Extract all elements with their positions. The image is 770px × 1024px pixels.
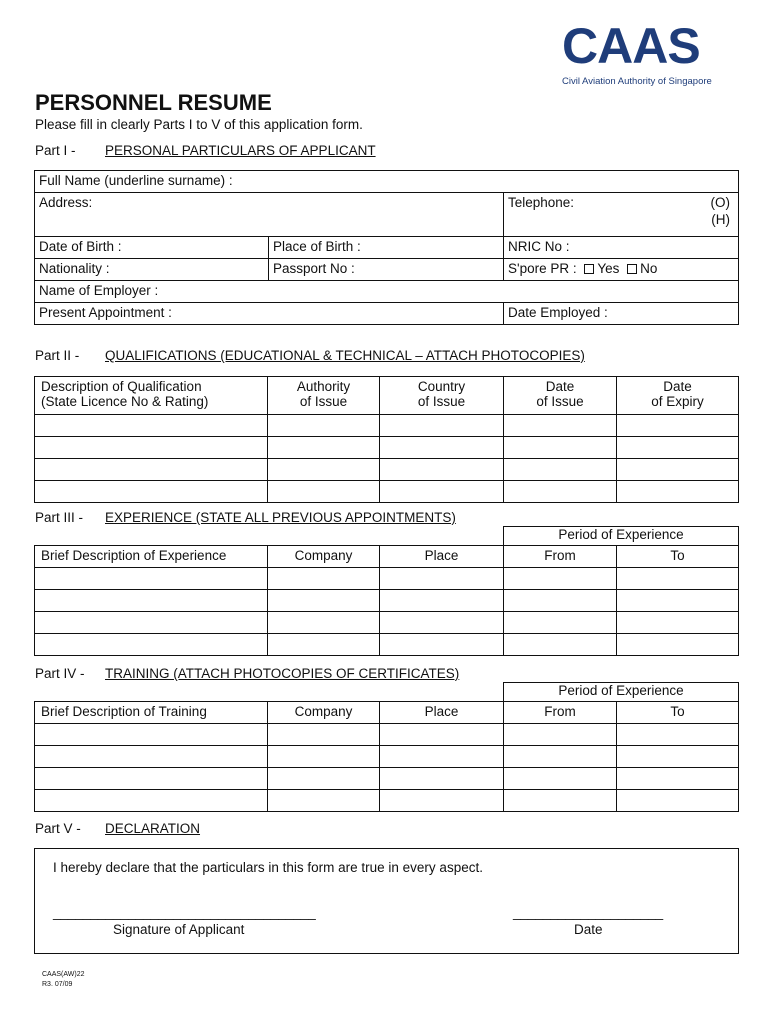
table-cell[interactable] [35,459,268,481]
table-cell[interactable] [380,437,504,459]
part3-table [34,545,739,656]
table-cell[interactable] [35,481,268,503]
table-cell[interactable] [35,612,268,634]
table-cell[interactable] [617,459,739,481]
table-cell[interactable] [380,568,504,590]
part2-heading: QUALIFICATIONS (EDUCATIONAL & TECHNICAL – ATTACH PHOTOCOPIES) [105,348,585,363]
appointment-field[interactable]: Present Appointment : [35,303,504,325]
table-cell[interactable] [617,768,739,790]
table-cell[interactable] [268,768,380,790]
date-expiry-header-line1: Date [663,379,692,394]
pob-field[interactable]: Place of Birth : [269,237,504,259]
table-cell[interactable] [380,768,504,790]
part2-table [34,376,739,503]
part1-label: Part I - [35,143,76,158]
table-cell[interactable] [504,590,617,612]
part4-heading: TRAINING (ATTACH PHOTOCOPIES OF CERTIFICATES) [105,666,460,681]
table-cell[interactable] [268,481,380,503]
table-cell[interactable] [35,724,268,746]
table-cell[interactable] [380,612,504,634]
table-cell[interactable] [35,415,268,437]
table-cell[interactable] [380,634,504,656]
date-expiry-header-line2: of Expiry [651,394,704,409]
table-cell[interactable] [504,724,617,746]
part4-label: Part IV - [35,666,85,681]
part3-period-label: Period of Experience [558,527,684,542]
employer-field[interactable]: Name of Employer : [35,281,739,303]
table-cell[interactable] [380,481,504,503]
table-cell[interactable] [268,459,380,481]
authority-header-line1: Authority [296,379,351,394]
address-field[interactable]: Address: [35,193,504,237]
logo-text: CAAS [562,18,700,74]
part5-heading: DECLARATION [105,821,201,836]
page-title: PERSONNEL RESUME [35,90,272,115]
table-cell[interactable] [380,724,504,746]
date-expiry-header [617,377,739,415]
telephone-label: Telephone: [508,195,575,210]
table-cell[interactable] [380,746,504,768]
caas-logo [562,18,737,87]
table-cell[interactable] [504,568,617,590]
footer-code: CAAS(AW)22 [42,971,85,978]
training-to-header: To [617,702,739,724]
yes-checkbox[interactable] [584,264,594,274]
table-cell[interactable] [35,746,268,768]
exp-from-header: From [504,546,617,568]
telephone-home-label: (H) [711,212,731,227]
part5-label: Part V - [35,821,81,836]
country-header-line2: of Issue [417,394,466,409]
date-label: Date [574,922,603,937]
table-cell[interactable] [617,790,739,812]
no-checkbox[interactable] [627,264,637,274]
training-company-header: Company [268,702,380,724]
table-cell[interactable] [617,612,739,634]
part1-heading: PERSONAL PARTICULARS OF APPLICANT [105,143,376,158]
training-desc-header: Brief Description of Training [35,702,268,724]
declaration-statement: I hereby declare that the particulars in this form are true in every aspect. [53,860,483,875]
part3-period-header [503,526,739,545]
table-cell[interactable] [35,590,268,612]
table-row [35,768,739,790]
table-row [35,415,739,437]
qual-desc-header-line2: (State Licence No & Rating) [41,394,209,409]
table-row [35,612,739,634]
signature-label: Signature of Applicant [113,922,245,937]
table-cell[interactable] [35,768,268,790]
yes-label: Yes [597,261,620,276]
authority-header [268,377,380,415]
table-row [35,459,739,481]
training-place-header: Place [380,702,504,724]
footer-revision: R3. 07/09 [42,981,73,988]
country-header [380,377,504,415]
spore-pr-label: S'pore PR : [508,261,577,276]
country-header-line1: Country [417,379,466,394]
table-cell[interactable] [380,415,504,437]
table-cell[interactable] [35,790,268,812]
table-cell[interactable] [617,481,739,503]
table-cell[interactable] [380,790,504,812]
declaration-box [34,848,739,954]
date-line[interactable]: ____________________ [513,905,664,920]
exp-place-header: Place [380,546,504,568]
no-label: No [640,261,658,276]
qual-desc-header-line1: Description of Qualification [41,379,202,394]
table-cell[interactable] [617,437,739,459]
table-cell[interactable] [617,415,739,437]
part4-table [34,701,739,812]
intro-text: Please fill in clearly Parts I to V of this application form. [35,117,363,132]
spore-pr-field [504,259,739,281]
exp-company-header: Company [268,546,380,568]
table-cell[interactable] [268,634,380,656]
part4-period-label: Period of Experience [558,683,684,698]
nationality-field[interactable]: Nationality : [35,259,269,281]
table-cell[interactable] [617,634,739,656]
table-row [35,724,739,746]
table-cell[interactable] [35,437,268,459]
part3-heading: EXPERIENCE (STATE ALL PREVIOUS APPOINTMENTS) [105,510,456,525]
signature-line[interactable]: ___________________________________ [53,905,316,920]
table-cell[interactable] [35,568,268,590]
table-cell[interactable] [504,790,617,812]
table-cell[interactable] [504,481,617,503]
table-row [35,634,739,656]
table-row [35,568,739,590]
part2-label: Part II - [35,348,80,363]
table-cell[interactable] [504,768,617,790]
table-cell[interactable] [504,459,617,481]
table-cell[interactable] [268,724,380,746]
table-cell[interactable] [268,590,380,612]
logo-subtitle: Civil Aviation Authority of Singapore [562,76,712,87]
table-cell[interactable] [504,437,617,459]
date-issue-header-line1: Date [545,379,575,394]
table-row [35,481,739,503]
part3-label: Part III - [35,510,84,525]
full-name-field[interactable]: Full Name (underline surname) : [35,171,739,193]
date-employed-field[interactable]: Date Employed : [504,303,739,325]
part1-table [34,170,739,325]
table-cell[interactable] [268,437,380,459]
passport-field[interactable]: Passport No : [269,259,504,281]
telephone-field[interactable] [504,193,739,237]
exp-desc-header: Brief Description of Experience [35,546,268,568]
training-from-header: From [504,702,617,724]
table-cell[interactable] [268,415,380,437]
dob-field[interactable]: Date of Birth : [35,237,269,259]
table-cell[interactable] [504,634,617,656]
table-cell[interactable] [617,568,739,590]
table-cell[interactable] [268,568,380,590]
exp-to-header: To [617,546,739,568]
table-cell[interactable] [380,590,504,612]
table-cell[interactable] [617,746,739,768]
table-cell[interactable] [504,746,617,768]
table-cell[interactable] [268,612,380,634]
table-row [35,746,739,768]
table-cell[interactable] [504,612,617,634]
authority-header-line2: of Issue [299,394,348,409]
table-row [35,590,739,612]
table-cell[interactable] [380,459,504,481]
date-issue-header [504,377,617,415]
table-cell[interactable] [617,590,739,612]
table-cell[interactable] [35,634,268,656]
nric-field[interactable]: NRIC No : [504,237,739,259]
table-cell[interactable] [268,790,380,812]
telephone-office-label: (O) [710,195,731,210]
table-cell[interactable] [268,746,380,768]
table-cell[interactable] [617,724,739,746]
table-row [35,790,739,812]
qual-desc-header [35,377,268,415]
table-cell[interactable] [504,415,617,437]
table-row [35,437,739,459]
date-issue-header-line2: of Issue [536,394,584,409]
part4-period-header [503,682,739,701]
